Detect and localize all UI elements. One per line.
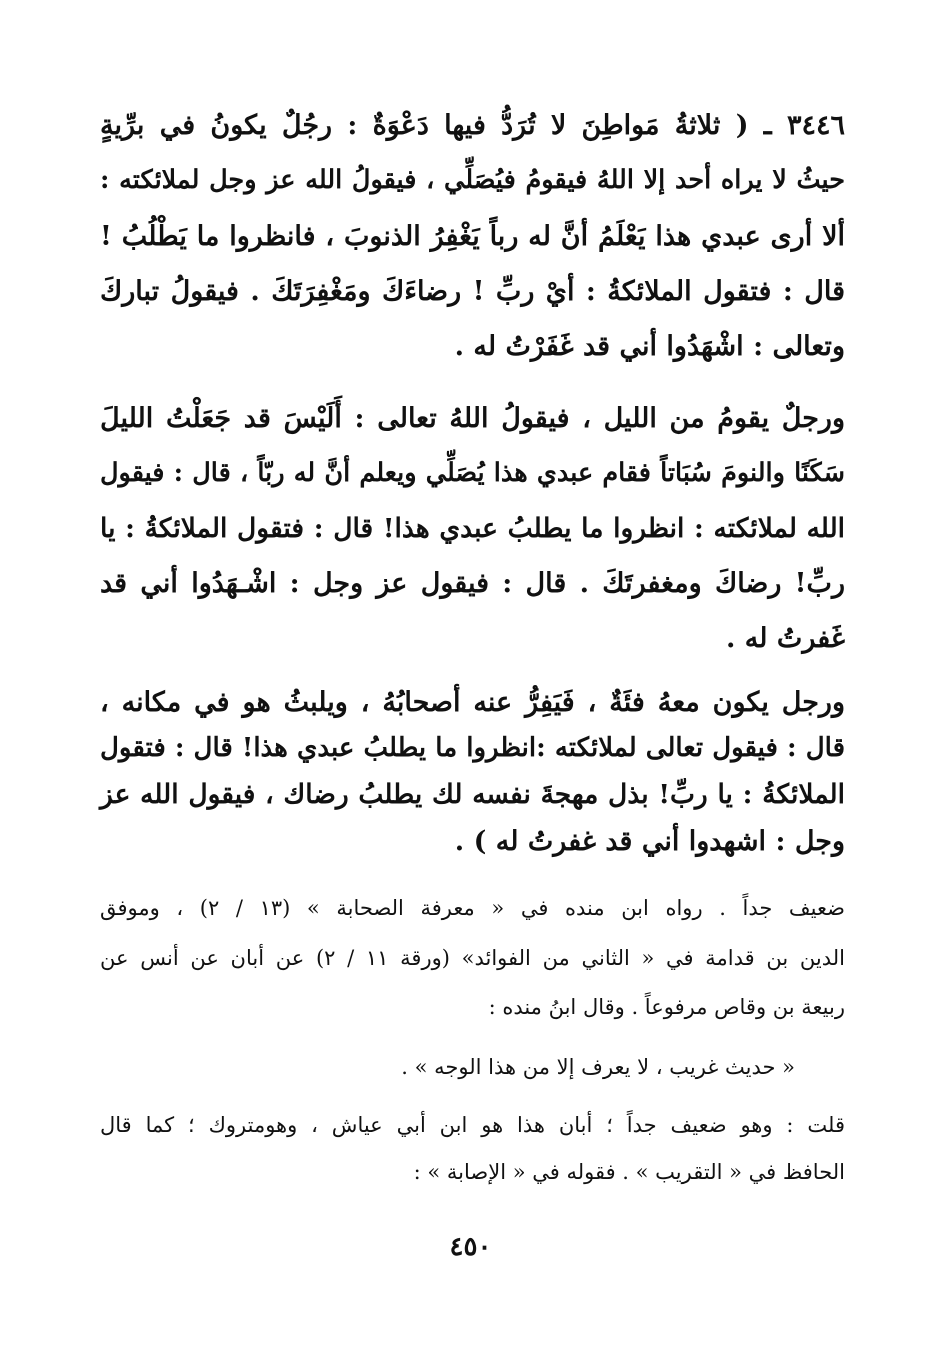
note-line: الدين بن قدامة في « الثاني من الفوائد» (ورقة ١١ / ٢) عن أبان عن أنس عن: [100, 946, 845, 970]
note-line: ربيعة بن وقاص مرفوعاً . وقال ابنُ منده :: [488, 995, 845, 1019]
text-line: وجل : اشهدوا أني قد غفرتُ له ) .: [454, 826, 845, 857]
note-line: الحافظ في « التقريب » . فقوله في « الإصابة » :: [413, 1160, 845, 1184]
text-line: ٣٤٤٦ ـ ( ثلاثةُ مَواطِنَ لا تُرَدُّ فيها دَعْوَةٌ : رجُلٌ يكونُ في برِّيةٍ: [100, 110, 845, 141]
text-line: وتعالى : اشْهَدُوا أني قد غَفَرْتُ له .: [454, 331, 845, 362]
text-line: سَكَنًا والنومَ سُبَاتاً فقام عبدي هذا يُصَلِّي ويعلم أنَّ له ربّاً ، قال : فيقول: [100, 458, 845, 488]
note-line: ضعيف جداً . رواه ابن منده في « معرفة الصحابة » (١٣ / ٢) ، وموفق: [100, 896, 845, 920]
text-line: ورجل يكون معهُ فئَةٌ ، فَيَفِرُّ عنه أصحابُهُ ، ويلبثُ هو في مكانه ،: [100, 687, 845, 718]
page-number: ٤٥٠: [449, 1232, 492, 1262]
text-line: غَفرتُ له .: [726, 623, 845, 654]
text-line: ربِّ! رضاكَ ومغفرتَكَ . قال : فيقول عز وجل : اشْـهَدُوا أني قد: [100, 568, 845, 599]
book-page: [100, 0, 845, 1358]
quotation: « حديث غريب ، لا يعرف إلا من هذا الوجه » .: [401, 1055, 795, 1079]
note-line: قلت : وهو ضعيف جداً ؛ أبان هذا هو ابن أبي عياش ، وهومتروك ؛ كما قال: [100, 1113, 845, 1137]
text-line: الملائكةُ : يا ربِّ! بذل مهجةَ نفسه لك يطلبُ رضاك ، فيقول الله عز: [100, 779, 845, 810]
text-line: ورجلٌ يقومُ من الليل ، فيقولُ اللهُ تعالى : أَلَيْسَ قد جَعَلْتُ الليلَ: [100, 403, 845, 434]
text-line: قال : فيقول تعالى لملائكته :انظروا ما يطلبُ عبدي هذا! قال : فتقول: [100, 733, 845, 763]
text-line: ألا أرى عبدي هذا يَعْلَمُ أنَّ له رباً يَغْفِرُ الذنوبَ ، فانظروا ما يَطْلُبُ !: [100, 221, 845, 252]
text-line: الله لملائكته : انظروا ما يطلبُ عبدي هذا! قال : فتقول الملائكةُ : يا: [100, 513, 845, 544]
text-line: حيثُ لا يراه أحد إلا اللهُ فيقومُ فيُصَلِّي ، فيقولُ الله عز وجل لملائكته :: [100, 165, 845, 195]
text-line: قال : فتقول الملائكةُ : أيْ ربِّ ! رضاءَكَ ومَغْفِرَتَكَ . فيقولُ تباركَ: [100, 276, 845, 307]
